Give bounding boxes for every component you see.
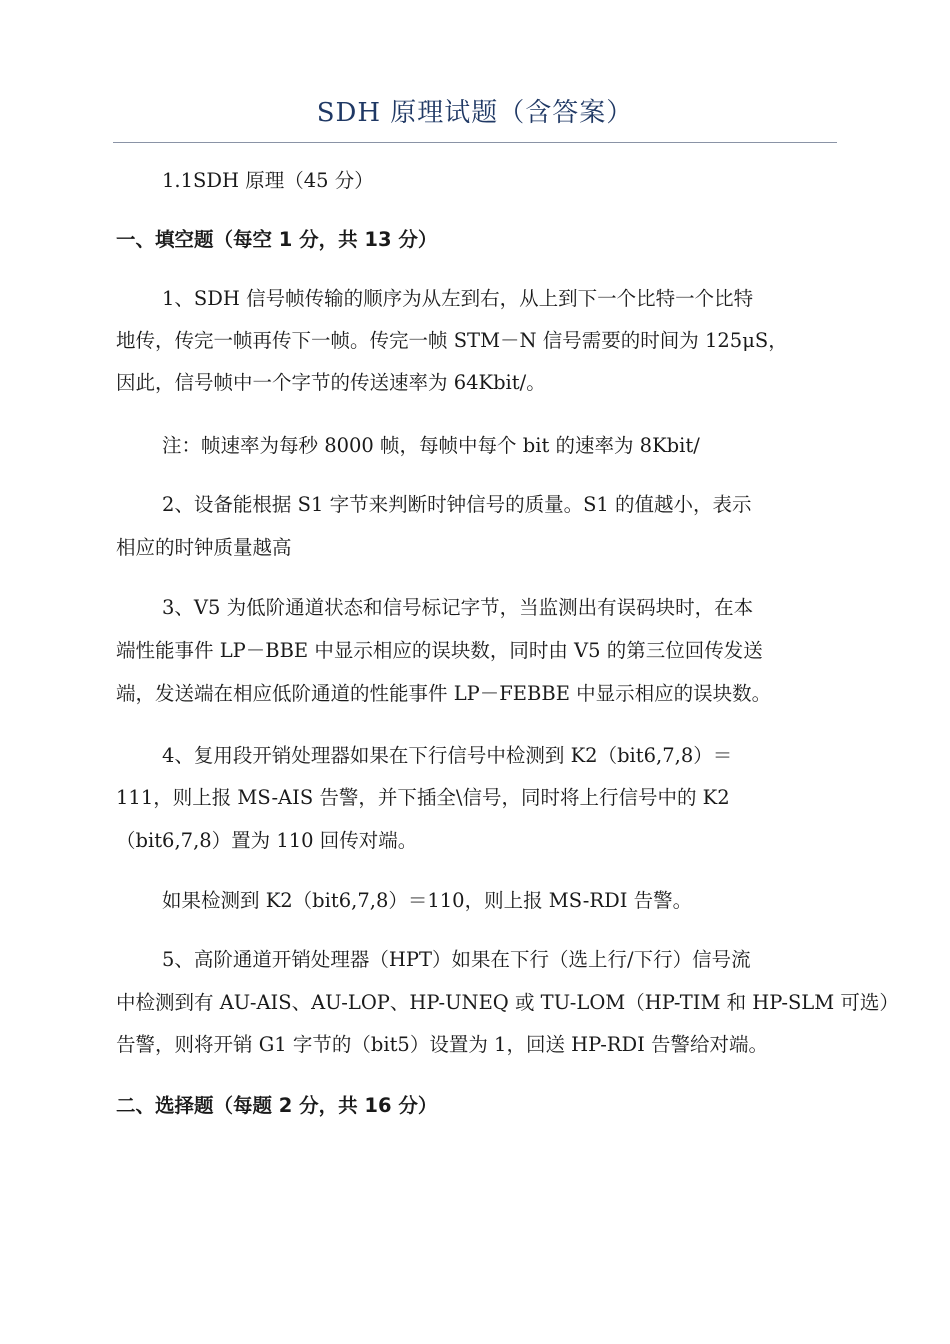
section-heading-fill-in: 一、填空题（每空 1 分，共 13 分） [116,228,438,251]
question-5-line-2: 中检测到有 AU-AIS、AU-LOP、HP-UNEQ 或 TU-LOM（HP-TIM 和 HP-SLM 可选） [116,991,899,1014]
question-4-line-1: 4、复用段开销处理器如果在下行信号中检测到 K2（bit6,7,8）＝ [162,744,733,767]
question-2-line-1: 2、设备能根据 S1 字节来判断时钟信号的质量。S1 的值越小，表示 [162,493,752,516]
question-5-line-1: 5、高阶通道开销处理器（HPT）如果在下行（选上行/下行）信号流 [162,948,751,971]
document-title: SDH 原理试题（含答案） [316,98,634,128]
section-heading-multiple-choice: 二、选择题（每题 2 分，共 16 分） [116,1094,438,1117]
title-divider [113,142,837,143]
question-4-extra: 如果检测到 K2（bit6,7,8）＝110，则上报 MS-RDI 告警。 [162,889,693,912]
question-1-note: 注：帧速率为每秒 8000 帧，每帧中每个 bit 的速率为 8Kbit/ [162,434,700,457]
question-3-line-2: 端性能事件 LP－BBE 中显示相应的误块数，同时由 V5 的第三位回传发送 [116,639,763,662]
question-3-line-3: 端，发送端在相应低阶通道的性能事件 LP－FEBBE 中显示相应的误块数。 [116,682,772,705]
question-5-line-3: 告警，则将开销 G1 字节的（bit5）设置为 1，回送 HP-RDI 告警给对端。 [116,1033,769,1056]
question-2-line-2: 相应的时钟质量越高 [116,536,292,559]
question-3-line-1: 3、V5 为低阶通道状态和信号标记字节，当监测出有误码块时，在本 [162,596,754,619]
question-1-line-2: 地传，传完一帧再传下一帧。传完一帧 STM－N 信号需要的时间为 125μS， [116,329,788,352]
question-1-line-1: 1、SDH 信号帧传输的顺序为从左到右，从上到下一个比特一个比特 [162,287,754,310]
section-subtitle: 1.1SDH 原理（45 分） [162,169,374,192]
question-4-line-3: （bit6,7,8）置为 110 回传对端。 [116,829,418,852]
question-4-line-2: 111，则上报 MS-AIS 告警，并下插全\信号，同时将上行信号中的 K2 [116,786,730,809]
question-1-line-3: 因此，信号帧中一个字节的传送速率为 64Kbit/。 [116,371,546,394]
